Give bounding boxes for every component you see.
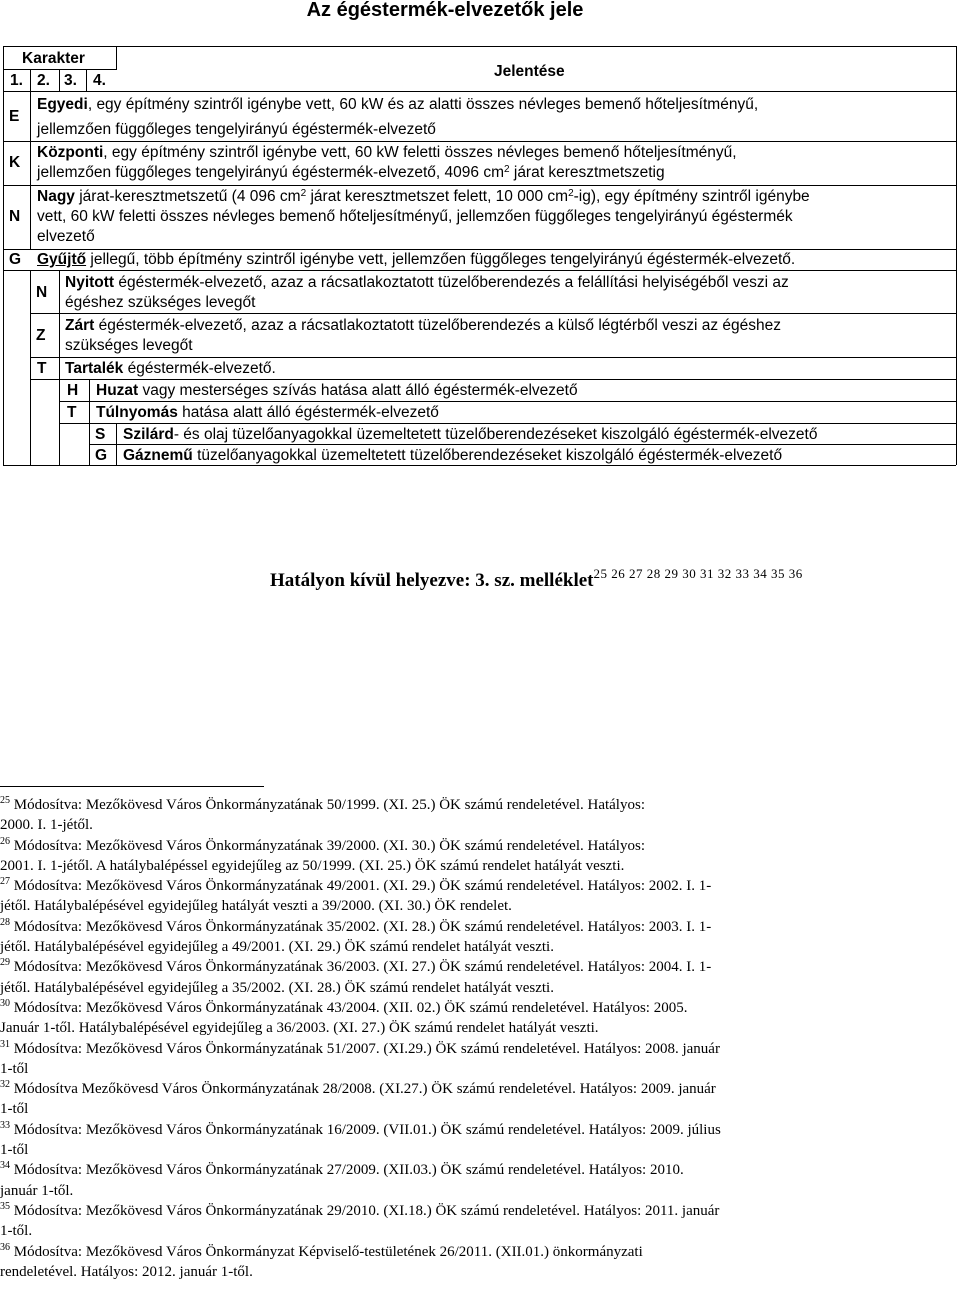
row-K-line2: jellemzően függőleges tengelyirányú égéstermék-elvezető, 4096 $cm^2$ járat keresztmetszetig [37,164,665,181]
col-header-3: 3. [64,72,77,89]
footnote-text: Módosítva: Mezőkövesd Város Önkormányzatának 43/2004. (XII. 02.) ÖK számú rendeletével. Hatályos: 2005. Január 1-től. Hatálybalépésével egyidejűleg a 36/2003. (XI. 27.) ÖK számú rendelet hatályát veszti. [0,999,688,1037]
code-H: H [67,382,79,399]
code-N-nagy: N [9,208,21,225]
footnote-number: 34 [0,1160,10,1172]
footnote-text: Módosítva: Mezőkövesd Város Önkormányzatának 36/2003. (XI. 27.) ÖK számú rendeletével. Hatályos: 2004. I. 1- jétől. Hatálybalépésével egyidejűleg a 35/2002. (XI. 28.) ÖK számú rendelet hatályát veszti. [0,959,712,996]
footnote-text: Módosítva Mezőkövesd Város Önkormányzatának 28/2008. (XI.27.) ÖK számú rendeletével. Hatályos: 2009. január 1-től [0,1081,716,1118]
footnote-number: 35 [0,1200,10,1212]
footnote [0,1201,870,1242]
col-header-4: 4. [93,72,106,89]
row-Zart-line2: szükséges levegőt [65,337,193,354]
row-Tartalek: Tartalék égéstermék-elvezető. [65,360,276,377]
row-Nyitott-line2: égéshez szükséges levegőt [65,294,256,311]
footnote [0,1039,870,1080]
page-title: Az égéstermék-elvezetők jele [306,0,584,21]
footnote-number: 32 [0,1079,10,1091]
code-S: S [95,426,106,443]
code-E: E [9,108,20,125]
footnote-text: Módosítva: Mezőkövesd Város Önkormányzatának 35/2002. (XI. 28.) ÖK számú rendeletével. Hatályos: 2003. I. 1- jétől. Hatálybalépésével egyidejűleg a 49/2001. (XI. 29.) ÖK számú rendelet hatályát veszti. [0,918,712,956]
row-K-line1: Központi, egy építmény szintről igénybe vett, 60 kW feletti összes névleges bemenő hőteljesítményű, [37,144,737,161]
annulled-text: Hatályon kívül helyezve: 3. sz. melléklet [270,570,594,591]
footnotes [0,795,870,1282]
footnote-text: Módosítva: Mezőkövesd Város Önkormányzatának 49/2001. (XI. 29.) ÖK számú rendeletével. Hatályos: 2002. I. 1- jétől. Hatálybalépésével egyidejűleg hatályát veszti a 39/2000. (XI. 30.) ÖK rendelet. [0,878,712,915]
footnote-text: Módosítva: Mezőkövesd Város Önkormányzatának 51/2007. (XI.29.) ÖK számú rendeletével. Hatályos: 2008. január 1-től [0,1040,720,1077]
row-E-line2: jellemzően függőleges tengelyirányú égéstermék-elvezető [37,121,436,138]
row-N-line1: Nagy járat-keresztmetszetű (4 096 $cm^2$ járat keresztmetszet felett, 10 000 $cm^2-ig$), egy építmény szintről igénybe [37,188,810,205]
row-Szilard: Szilárd- és olaj tüzelőanyagokkal üzemeltetett tüzelőberendezéseket kiszolgáló égéstermék-elvezető [123,426,818,443]
footnote [0,1242,870,1283]
code-N-nyitott: N [36,284,48,301]
footnote [0,917,870,958]
col-header-1: 1. [10,72,23,89]
footnote [0,1160,870,1201]
footnote-number: 27 [0,876,10,888]
footnote [0,1079,870,1120]
footnote-number: 29 [0,957,10,969]
row-Gaznemu: Gáznemű tüzelőanyagokkal üzemeltetett tüzelőberendezéseket kiszolgáló égéstermék-elvezető [123,447,783,464]
col-header-2: 2. [37,72,50,89]
footnote-text: Módosítva: Mezőkövesd Város Önkormányzatának 39/2000. (XI. 30.) ÖK számú rendeletével. Hatályos: 2001. I. 1-jétől. A hatálybalépéssel egyidejűleg az 50/1999. (XI. 25.) ÖK számú rendelet hatályát veszti. [0,837,645,874]
footnote-number: 28 [0,916,10,928]
header-karakter: Karakter [22,50,85,67]
code-Z: Z [36,327,46,344]
footnote-separator [0,786,264,787]
row-N-line2: vett, 60 kW feletti összes névleges bemenő hőteljesítményű, jellemzően függőleges tengelyirányú égéstermék [37,208,793,225]
footnote-number: 30 [0,997,10,1009]
row-G-line1: Gyűjtő jellegű, több építmény szintről igénybe vett, jellemzően függőleges tengelyirányú égéstermék-elvezető. [37,251,796,268]
footnote [0,998,870,1039]
footnote-number: 25 [0,795,10,806]
footnote-number: 36 [0,1241,10,1253]
code-G-gyujto: G [9,251,22,268]
code-G-gaznemu: G [95,447,108,464]
footnote [0,876,870,917]
footnote-text: Módosítva: Mezőkövesd Város Önkormányzatának 27/2009. (XII.03.) ÖK számú rendeletével. Hatályos: 2010. január 1-től. [0,1162,684,1199]
header-jelentese: Jelentése [494,63,565,80]
row-Huzat: Huzat vagy mesterséges szívás hatása alatt álló égéstermék-elvezető [96,382,578,399]
code-T-tulnyomas: T [67,404,77,421]
footnote [0,836,870,877]
row-Nyitott-line1: Nyitott égéstermék-elvezető, azaz a rácsatlakoztatott tüzelőberendezés a felállítási helyiségéből veszi az [65,274,789,291]
row-N-line3: elvezető [37,228,95,245]
footnote-number: 31 [0,1038,10,1050]
annulled-notice [270,566,803,592]
footnote-text: Módosítva: Mezőkövesd Város Önkormányzatának 29/2010. (XI.18.) ÖK számú rendeletével. Hatályos: 2011. január 1-től. [0,1202,720,1240]
row-Zart-line1: Zárt égéstermék-elvezető, azaz a rácsatlakoztatott tüzelőberendezés a külső légtérből veszi az égéshez [65,317,781,334]
footnote [0,795,870,836]
footnote [0,1120,870,1161]
footnote-text: Módosítva: Mezőkövesd Város Önkormányzatának 16/2009. (VII.01.) ÖK számú rendeletével. Hatályos: 2009. július 1-től [0,1121,721,1159]
code-K: K [9,154,21,171]
footnote-text: Módosítva: Mezőkövesd Város Önkormányzatának 50/1999. (XI. 25.) ÖK számú rendeletével. Hatályos: 2000. I. 1-jétől. [0,797,645,834]
footnote-number: 33 [0,1119,10,1131]
footnote-number: 26 [0,835,10,847]
row-Tulnyomas: Túlnyomás hatása alatt álló égéstermék-elvezető [96,404,439,421]
footnote-text: Módosítva: Mezőkövesd Város Önkormányzat Képviselő-testületének 26/2011. (XII.01.) önkormányzati rendeletével. Hatályos: 2012. január 1-től. [0,1243,643,1280]
footnote [0,957,870,998]
row-E-line1: Egyedi, egy építmény szintről igénybe vett, 60 kW és az alatti összes névleges bemenő hőteljesítményű, [37,96,759,113]
code-T-tartalek: T [37,360,47,377]
footnote-refs: 25 26 27 28 29 30 31 32 33 34 35 36 [593,566,803,581]
